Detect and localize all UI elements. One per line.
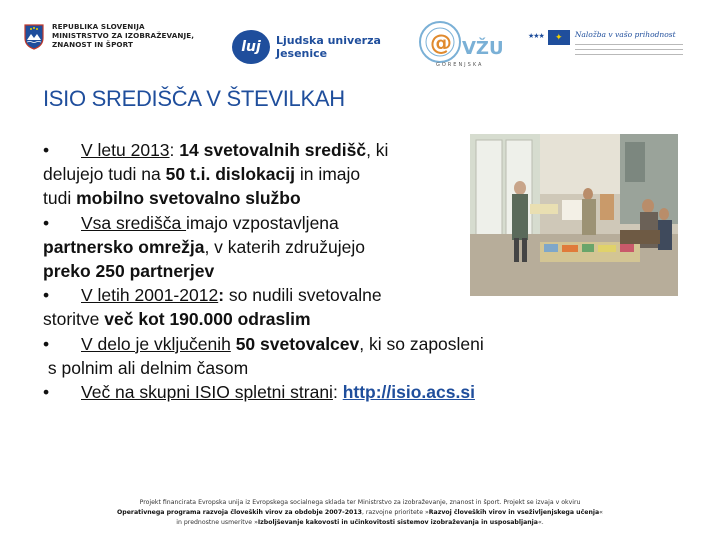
- list-item: [43, 211, 583, 235]
- footer-line2-end: «: [599, 509, 603, 516]
- bullet: •: [43, 212, 50, 233]
- b2-rest: imajo vzpostavljena: [186, 212, 339, 233]
- eu-small-text: [575, 42, 683, 55]
- footer-line2-rest: , razvojne prioritete »: [361, 509, 429, 516]
- b2-line2-rest: , v katerih združujejo: [204, 236, 365, 257]
- b4-line2: s polnim ali delnim časom: [43, 357, 249, 378]
- b1-underlined: V letu 2013: [81, 140, 170, 160]
- bullet: •: [43, 333, 50, 354]
- b2-underlined: Vsa središča: [81, 212, 187, 233]
- list-item-continuation: [43, 162, 583, 186]
- logo-bar: [0, 0, 720, 80]
- slovenia-crest-icon: [24, 24, 44, 50]
- slide-body: [43, 138, 583, 404]
- footer-line2-bold: Operativnega programa razvoja človeških virov za obdobje 2007-2013: [117, 509, 362, 516]
- bullet: •: [43, 285, 50, 306]
- footer-line-1: Projekt financirata Evropska unija iz Evropskega socialnega sklada ter Ministrstvo za izobraževanje, znanost in šport. Projekt se izvaja v okviru: [139, 499, 581, 506]
- b3-colon: :: [218, 285, 225, 306]
- ministry-line-1: REPUBLIKA SLOVENIJA: [52, 22, 145, 31]
- eu-title: Naložba v vašo prihodnost: [574, 30, 676, 39]
- luj-mark: luj: [232, 30, 270, 64]
- b3-underlined: V letih 2001-2012: [81, 285, 219, 306]
- svg-text:@: @: [430, 31, 452, 56]
- vzu-sub: GORENJSKA: [436, 62, 484, 68]
- b5-colon: :: [332, 381, 343, 402]
- page-title: ISIO SREDIŠČA V ŠTEVILKAH: [43, 86, 345, 111]
- b4-rest: , ki so zaposleni: [359, 333, 484, 354]
- eu-logo: [528, 30, 683, 57]
- b1-line2-bold: 50 t.i. dislokacij: [165, 164, 295, 185]
- footer-line2-bold2: Razvoj človeških virov in vseživljenjskega učenja: [428, 509, 600, 516]
- b1-rest: , ki: [366, 140, 389, 160]
- list-item-continuation: [43, 307, 583, 331]
- b2-line2-bold: partnersko omrežja: [43, 236, 205, 257]
- b5-underlined: Več na skupni ISIO spletni strani: [81, 381, 333, 402]
- isio-website-link[interactable]: http://isio.acs.si: [342, 381, 475, 402]
- b1-line2-a: delujejo tudi na: [43, 164, 166, 185]
- list-item-continuation: [43, 235, 583, 259]
- list-item-continuation: [43, 186, 583, 210]
- luj-line-2: Jesenice: [276, 47, 328, 60]
- b2-line3: preko 250 partnerjev: [43, 260, 215, 281]
- ministry-line-3: ZNANOST IN ŠPORT: [52, 40, 133, 49]
- footer-line-3: [0, 518, 720, 528]
- list-item: [43, 380, 583, 404]
- footer-line-2: [0, 508, 720, 518]
- bullet: •: [43, 140, 50, 160]
- ministry-logo: [24, 22, 194, 50]
- luj-logo: [232, 30, 381, 64]
- b1-bold: 14 svetovalnih središč: [179, 140, 367, 160]
- luj-line-1: Ljudska univerza: [276, 34, 381, 47]
- b1-colon: :: [169, 140, 180, 160]
- b3-line2-a: storitve: [43, 309, 105, 330]
- b1-line3-a: tudi: [43, 188, 77, 209]
- stars-icon: ★★★: [528, 32, 544, 40]
- list-item: [43, 138, 583, 162]
- b1-line3-bold: mobilno svetovalno službo: [76, 188, 301, 209]
- list-item: [43, 283, 583, 307]
- b4-bold: 50 svetovalcev: [235, 333, 360, 354]
- footer-line3-bold: Izboljševanje kakovosti in učinkovitosti sistemov izobraževanja in usposabljanja: [257, 519, 538, 526]
- bullet: •: [43, 381, 50, 402]
- b1-line2-c: in imajo: [294, 164, 361, 185]
- b3-line2-bold: več kot 190.000 odraslim: [104, 309, 311, 330]
- eu-flag-icon: ✦: [548, 30, 570, 45]
- b3-rest: so nudili svetovalne: [224, 285, 382, 306]
- footer-line3-end: «.: [537, 519, 544, 526]
- list-item: [43, 332, 583, 356]
- ministry-line-2: MINISTRSTVO ZA IZOBRAŽEVANJE,: [52, 31, 195, 40]
- footer-line3-a: in prednostne usmeritve »: [176, 519, 258, 526]
- b4-underlined: V delo je vključenih: [81, 333, 231, 354]
- footer-funding-note: [0, 498, 720, 528]
- svg-text:VŽU: VŽU: [462, 38, 504, 59]
